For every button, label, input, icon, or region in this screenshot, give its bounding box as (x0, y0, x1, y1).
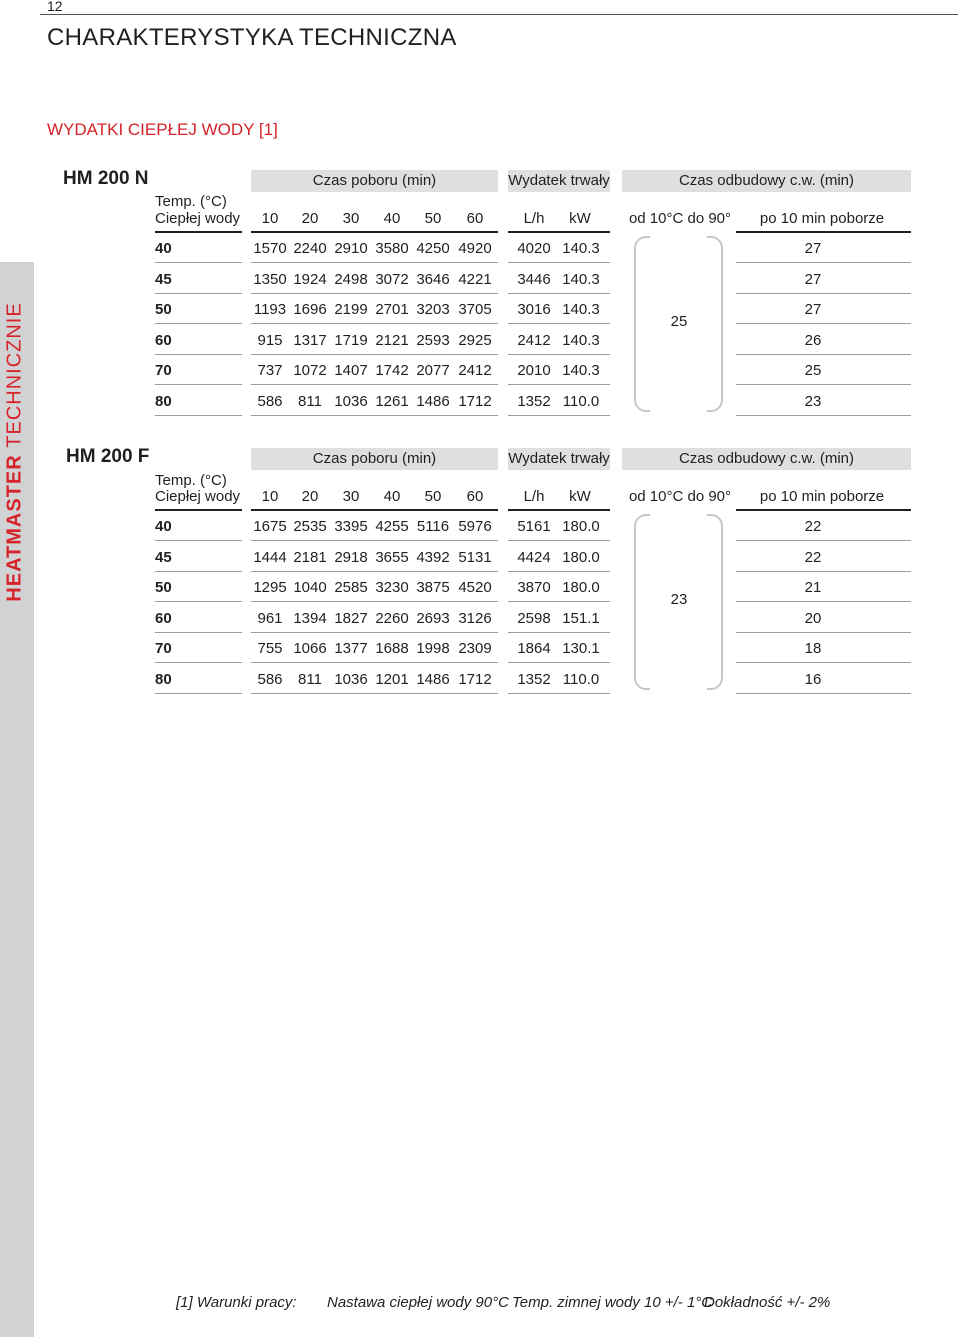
row-kw: 180.0 (562, 579, 600, 597)
row-rule (155, 323, 242, 324)
row-kw: 151.1 (562, 609, 600, 627)
header-temp-line1: Temp. (°C) (155, 472, 227, 489)
row-rule (508, 354, 610, 355)
row-minute-value: 3705 (458, 301, 492, 319)
row-minute-value: 3875 (416, 579, 450, 597)
header-rule (736, 509, 911, 511)
header-po: po 10 min poborze (759, 488, 885, 505)
row-minute-value: 2910 (334, 240, 368, 257)
header-wydatek: Wydatek trwały (508, 170, 610, 192)
header-minute: 60 (466, 210, 484, 227)
row-minute-value: 2498 (334, 270, 368, 288)
header-minute: 30 (342, 488, 360, 505)
row-rule (508, 323, 610, 324)
row-minute-value: 1570 (253, 240, 287, 257)
header-minute: 20 (301, 210, 319, 227)
row-minute-value: 2925 (458, 331, 492, 349)
row-temp: 50 (155, 579, 172, 597)
row-minute-value: 586 (257, 393, 283, 410)
row-kw: 130.1 (562, 640, 600, 658)
header-minute: 10 (261, 488, 279, 505)
table-model-name: HM 200 F (66, 446, 150, 467)
row-minute-value: 2260 (375, 609, 409, 627)
header-minute: 30 (342, 210, 360, 227)
row-rule (251, 293, 498, 294)
row-po: 16 (804, 671, 822, 688)
row-rule (736, 693, 911, 694)
row-minute-value: 1719 (334, 331, 368, 349)
row-minute-value: 811 (298, 671, 322, 688)
row-rule (736, 354, 911, 355)
row-minute-value: 3655 (375, 548, 409, 566)
row-temp: 80 (155, 393, 172, 410)
header-kw: kW (569, 488, 591, 505)
row-rule (736, 662, 911, 663)
row-minute-value: 1696 (293, 301, 327, 319)
row-rule (508, 601, 610, 602)
row-kw: 140.3 (562, 362, 600, 380)
row-minute-value: 2412 (458, 362, 492, 380)
header-rule (736, 231, 911, 233)
header-rule (155, 509, 242, 511)
row-kw: 180.0 (562, 548, 600, 566)
row-lh: 3446 (517, 270, 551, 288)
header-kw: kW (569, 210, 591, 227)
row-po: 27 (804, 240, 822, 257)
row-rule (736, 601, 911, 602)
row-minute-value: 586 (257, 671, 283, 688)
row-minute-value: 3395 (334, 518, 368, 535)
row-minute-value: 1295 (253, 579, 287, 597)
row-lh: 1864 (517, 640, 551, 658)
row-rule (251, 693, 498, 694)
row-rule (155, 540, 242, 541)
brace-left (634, 514, 650, 690)
header-minute: 20 (301, 488, 319, 505)
header-temp-line2: Ciepłej wody (155, 488, 241, 505)
row-lh: 1352 (517, 393, 551, 410)
row-po: 25 (804, 362, 822, 380)
row-rule (251, 540, 498, 541)
row-minute-value: 4920 (458, 240, 492, 257)
header-rule (251, 509, 498, 511)
header-po: po 10 min poborze (759, 210, 885, 227)
row-minute-value: 3646 (416, 270, 450, 288)
footnote-item: Dokładność +/- 2% (704, 1294, 831, 1311)
row-rule (508, 262, 610, 263)
header-czas-poboru: Czas poboru (min) (251, 170, 498, 192)
header-temp-line1: Temp. (°C) (155, 193, 227, 210)
row-po: 18 (804, 640, 822, 658)
row-rule (736, 323, 911, 324)
table-model-name: HM 200 N (63, 168, 149, 189)
header-minute: 40 (383, 488, 401, 505)
row-rule (155, 632, 242, 633)
row-minute-value: 1712 (458, 393, 492, 410)
row-po: 21 (804, 579, 822, 597)
row-rule (508, 384, 610, 385)
brace-right (707, 514, 723, 690)
brace-right (707, 236, 723, 412)
row-po: 27 (804, 270, 822, 288)
row-rule (251, 262, 498, 263)
row-minute-value: 1827 (334, 609, 368, 627)
row-minute-value: 1742 (375, 362, 409, 380)
row-rule (155, 354, 242, 355)
row-kw: 180.0 (562, 518, 600, 535)
row-minute-value: 1998 (416, 640, 450, 658)
row-minute-value: 2181 (293, 548, 327, 566)
row-lh: 5161 (517, 518, 551, 535)
row-rule (736, 293, 911, 294)
row-rule (736, 571, 911, 572)
row-rule (508, 632, 610, 633)
row-minute-value: 1036 (334, 393, 368, 410)
row-lh: 2010 (517, 362, 551, 380)
row-rule (508, 293, 610, 294)
header-rule (508, 509, 610, 511)
row-minute-value: 3230 (375, 579, 409, 597)
row-rule (251, 384, 498, 385)
row-minute-value: 3580 (375, 240, 409, 257)
row-temp: 50 (155, 301, 172, 319)
row-minute-value: 1201 (375, 671, 409, 688)
top-rule (40, 14, 958, 15)
header-odbudowa: Czas odbudowy c.w. (min) (622, 448, 911, 470)
row-lh: 3870 (517, 579, 551, 597)
row-minute-value: 755 (257, 640, 283, 658)
row-rule (155, 601, 242, 602)
row-rule (155, 415, 242, 416)
row-rule (251, 571, 498, 572)
row-rule (155, 384, 242, 385)
row-rule (736, 384, 911, 385)
header-minute: 60 (466, 488, 484, 505)
header-od: od 10°C do 90° (628, 210, 732, 227)
row-po: 22 (804, 548, 822, 566)
row-kw: 140.3 (562, 240, 600, 257)
row-po: 23 (804, 393, 822, 410)
section-subtitle: WYDATKI CIEPŁEJ WODY [1] (47, 120, 278, 139)
row-temp: 60 (155, 609, 172, 627)
row-minute-value: 1486 (416, 393, 450, 410)
row-rule (155, 662, 242, 663)
footnote-item: Nastawa ciepłej wody 90°C (327, 1294, 509, 1311)
row-rule (251, 323, 498, 324)
row-minute-value: 1924 (293, 270, 327, 288)
row-rule (736, 540, 911, 541)
header-temp-line2: Ciepłej wody (155, 210, 241, 227)
row-lh: 3016 (517, 301, 551, 319)
row-minute-value: 2701 (375, 301, 409, 319)
row-minute-value: 1261 (375, 393, 409, 410)
row-rule (508, 540, 610, 541)
row-minute-value: 1486 (416, 671, 450, 688)
row-minute-value: 2693 (416, 609, 450, 627)
row-rule (251, 415, 498, 416)
row-minute-value: 2918 (334, 548, 368, 566)
row-rule (508, 662, 610, 663)
row-minute-value: 1193 (253, 301, 287, 319)
row-minute-value: 4520 (458, 579, 492, 597)
row-temp: 80 (155, 671, 172, 688)
row-rule (508, 415, 610, 416)
row-kw: 140.3 (562, 301, 600, 319)
header-minute: 50 (424, 488, 442, 505)
header-rule (155, 231, 242, 233)
row-minute-value: 2535 (293, 518, 327, 535)
row-rule (508, 693, 610, 694)
row-temp: 40 (155, 518, 172, 535)
page-title: CHARAKTERYSTYKA TECHNICZNA (47, 24, 457, 51)
row-minute-value: 4392 (416, 548, 450, 566)
side-label-part1: HEATMASTER (3, 454, 26, 602)
row-temp: 70 (155, 640, 172, 658)
row-lh: 4020 (517, 240, 551, 257)
header-wydatek: Wydatek trwały (508, 448, 610, 470)
row-minute-value: 811 (298, 393, 322, 410)
row-minute-value: 2199 (334, 301, 368, 319)
row-rule (155, 693, 242, 694)
row-rule (251, 601, 498, 602)
row-rule (251, 662, 498, 663)
row-minute-value: 2240 (293, 240, 327, 257)
row-kw: 140.3 (562, 331, 600, 349)
row-po: 20 (804, 609, 822, 627)
footnote-item: Temp. zimnej wody 10 +/- 1°C (512, 1294, 713, 1311)
header-od: od 10°C do 90° (628, 488, 732, 505)
row-minute-value: 1407 (334, 362, 368, 380)
row-minute-value: 3126 (458, 609, 492, 627)
row-temp: 60 (155, 331, 172, 349)
row-minute-value: 1066 (293, 640, 327, 658)
row-minute-value: 961 (257, 609, 283, 627)
row-rule (155, 262, 242, 263)
row-rule (736, 262, 911, 263)
row-minute-value: 1350 (253, 270, 287, 288)
row-lh: 4424 (517, 548, 551, 566)
row-rule (736, 632, 911, 633)
row-minute-value: 915 (257, 331, 283, 349)
row-po: 22 (804, 518, 822, 535)
row-rule (736, 415, 911, 416)
row-minute-value: 2077 (416, 362, 450, 380)
row-rule (155, 293, 242, 294)
row-minute-value: 1675 (253, 518, 287, 535)
header-minute: 40 (383, 210, 401, 227)
row-temp: 40 (155, 240, 172, 257)
row-minute-value: 5976 (458, 518, 492, 535)
row-minute-value: 1444 (253, 548, 287, 566)
row-minute-value: 4250 (416, 240, 450, 257)
row-rule (251, 632, 498, 633)
row-minute-value: 4255 (375, 518, 409, 535)
row-rule (155, 571, 242, 572)
row-minute-value: 737 (257, 362, 283, 380)
row-po: 26 (804, 331, 822, 349)
row-kw: 110.0 (562, 393, 600, 410)
header-rule (251, 231, 498, 233)
side-label-part2: TECHNICZNIE (3, 302, 26, 448)
row-temp: 45 (155, 270, 172, 288)
row-lh: 2412 (517, 331, 551, 349)
row-lh: 2598 (517, 609, 551, 627)
header-minute: 50 (424, 210, 442, 227)
row-po: 27 (804, 301, 822, 319)
row-minute-value: 2593 (416, 331, 450, 349)
row-minute-value: 1377 (334, 640, 368, 658)
brace-value: 25 (670, 312, 688, 330)
row-minute-value: 2309 (458, 640, 492, 658)
row-minute-value: 1072 (293, 362, 327, 380)
row-minute-value: 2585 (334, 579, 368, 597)
row-minute-value: 5116 (416, 518, 450, 535)
row-minute-value: 1712 (458, 671, 492, 688)
row-minute-value: 1394 (293, 609, 327, 627)
row-temp: 45 (155, 548, 172, 566)
footnote-label: [1] Warunki pracy: (176, 1294, 297, 1311)
row-temp: 70 (155, 362, 172, 380)
row-kw: 110.0 (562, 671, 600, 688)
row-minute-value: 1688 (375, 640, 409, 658)
row-minute-value: 1040 (293, 579, 327, 597)
row-rule (508, 571, 610, 572)
row-rule (251, 354, 498, 355)
row-lh: 1352 (517, 671, 551, 688)
header-odbudowa: Czas odbudowy c.w. (min) (622, 170, 911, 192)
header-rule (508, 231, 610, 233)
header-minute: 10 (261, 210, 279, 227)
row-minute-value: 1036 (334, 671, 368, 688)
brace-left (634, 236, 650, 412)
header-lh: L/h (523, 488, 545, 505)
row-minute-value: 1317 (293, 331, 327, 349)
header-czas-poboru: Czas poboru (min) (251, 448, 498, 470)
header-lh: L/h (523, 210, 545, 227)
row-minute-value: 3072 (375, 270, 409, 288)
page-number: 12 (47, 0, 63, 14)
row-minute-value: 2121 (375, 331, 409, 349)
row-minute-value: 4221 (458, 270, 492, 288)
row-kw: 140.3 (562, 270, 600, 288)
brace-value: 23 (670, 590, 688, 608)
row-minute-value: 5131 (458, 548, 492, 566)
row-minute-value: 3203 (416, 301, 450, 319)
